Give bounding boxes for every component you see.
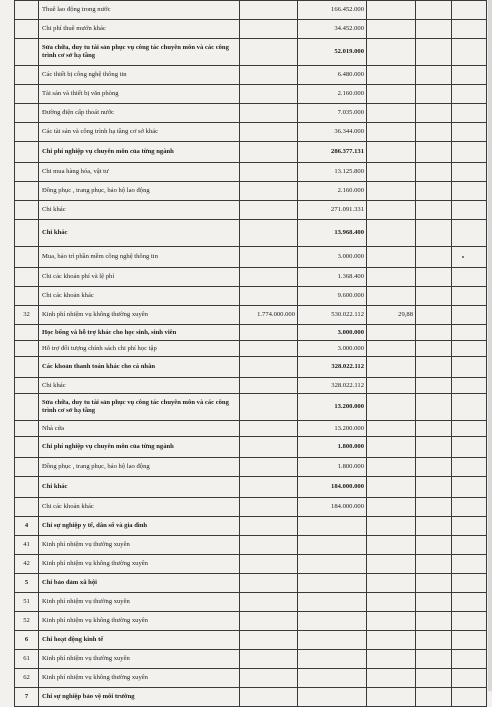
percent-rate xyxy=(367,536,416,555)
extra-col-1 xyxy=(416,574,452,593)
row-number: 6 xyxy=(15,631,39,650)
row-number xyxy=(15,123,39,142)
table-row xyxy=(15,85,487,104)
item-name: Đồng phục , trang phục, bảo hộ lao động xyxy=(39,458,240,477)
table-row xyxy=(15,123,487,142)
extra-col-1 xyxy=(416,341,452,357)
extra-col-2 xyxy=(452,458,487,477)
amount-estimate xyxy=(240,325,298,341)
budget-table xyxy=(14,0,487,707)
extra-col-2 xyxy=(452,268,487,287)
amount-actual: 1.800.000 xyxy=(298,437,367,458)
percent-rate xyxy=(367,378,416,394)
extra-col-2 xyxy=(452,574,487,593)
item-name: Chi phí nghiệp vụ chuyên môn của từng ngành xyxy=(39,142,240,163)
amount-actual: 1.800.000 xyxy=(298,458,367,477)
table-row xyxy=(15,1,487,20)
amount-estimate xyxy=(240,593,298,612)
extra-col-1 xyxy=(416,612,452,631)
table-row xyxy=(15,20,487,39)
item-name: Kinh phí nhiệm vụ không thường xuyên xyxy=(39,612,240,631)
row-number xyxy=(15,458,39,477)
amount-estimate xyxy=(240,182,298,201)
table-row xyxy=(15,325,487,341)
extra-col-2 xyxy=(452,1,487,20)
percent-rate xyxy=(367,688,416,707)
table-row xyxy=(15,66,487,85)
item-name: Chi hoạt động kinh tế xyxy=(39,631,240,650)
amount-estimate xyxy=(240,437,298,458)
amount-actual xyxy=(298,669,367,688)
row-number xyxy=(15,163,39,182)
percent-rate: 29,88 xyxy=(367,306,416,325)
row-number xyxy=(15,287,39,306)
table-row xyxy=(15,357,487,378)
percent-rate xyxy=(367,325,416,341)
table-row xyxy=(15,220,487,247)
amount-estimate xyxy=(240,477,298,498)
amount-actual: 3.000.000 xyxy=(298,247,367,268)
row-number: 32 xyxy=(15,306,39,325)
amount-estimate xyxy=(240,357,298,378)
percent-rate xyxy=(367,85,416,104)
extra-col-1 xyxy=(416,536,452,555)
extra-col-1 xyxy=(416,85,452,104)
percent-rate xyxy=(367,394,416,421)
item-name: Chi mua hàng hóa, vật tư xyxy=(39,163,240,182)
amount-estimate: 1.774.000.000 xyxy=(240,306,298,325)
row-number xyxy=(15,66,39,85)
extra-col-1 xyxy=(416,142,452,163)
extra-col-2 xyxy=(452,555,487,574)
table-row xyxy=(15,421,487,437)
amount-estimate xyxy=(240,574,298,593)
amount-actual: 286.377.131 xyxy=(298,142,367,163)
item-name: Chi khác xyxy=(39,220,240,247)
amount-actual: 6.480.000 xyxy=(298,66,367,85)
extra-col-2 xyxy=(452,517,487,536)
item-name: Chi khác xyxy=(39,378,240,394)
table-row xyxy=(15,688,487,707)
amount-actual: 13.200.000 xyxy=(298,394,367,421)
table-row xyxy=(15,142,487,163)
table-row xyxy=(15,287,487,306)
amount-estimate xyxy=(240,220,298,247)
extra-col-1 xyxy=(416,688,452,707)
amount-actual xyxy=(298,631,367,650)
percent-rate xyxy=(367,163,416,182)
extra-col-1 xyxy=(416,477,452,498)
amount-actual: 3.000.000 xyxy=(298,341,367,357)
item-name: Chi các khoản khác xyxy=(39,498,240,517)
extra-col-1 xyxy=(416,517,452,536)
percent-rate xyxy=(367,650,416,669)
row-number xyxy=(15,357,39,378)
percent-rate xyxy=(367,498,416,517)
row-number xyxy=(15,394,39,421)
extra-col-1 xyxy=(416,631,452,650)
percent-rate xyxy=(367,123,416,142)
row-number: 52 xyxy=(15,612,39,631)
percent-rate xyxy=(367,421,416,437)
row-number xyxy=(15,1,39,20)
row-number: 7 xyxy=(15,688,39,707)
percent-rate xyxy=(367,104,416,123)
amount-actual xyxy=(298,593,367,612)
extra-col-1 xyxy=(416,39,452,66)
row-number xyxy=(15,378,39,394)
amount-actual: 184.000.000 xyxy=(298,477,367,498)
percent-rate xyxy=(367,669,416,688)
percent-rate xyxy=(367,555,416,574)
row-number xyxy=(15,201,39,220)
amount-estimate xyxy=(240,201,298,220)
extra-col-1 xyxy=(416,182,452,201)
amount-actual: 34.452.000 xyxy=(298,20,367,39)
extra-col-1 xyxy=(416,555,452,574)
amount-actual: 13.968.400 xyxy=(298,220,367,247)
amount-estimate xyxy=(240,536,298,555)
amount-estimate xyxy=(240,66,298,85)
table-row xyxy=(15,669,487,688)
extra-col-1 xyxy=(416,163,452,182)
table-row xyxy=(15,306,487,325)
extra-col-2 xyxy=(452,612,487,631)
amount-actual xyxy=(298,536,367,555)
amount-actual xyxy=(298,574,367,593)
table-row xyxy=(15,631,487,650)
amount-estimate xyxy=(240,20,298,39)
extra-col-1 xyxy=(416,378,452,394)
amount-actual: 184.000.000 xyxy=(298,498,367,517)
amount-estimate xyxy=(240,247,298,268)
row-number xyxy=(15,142,39,163)
item-name: Các thiết bị công nghệ thông tin xyxy=(39,66,240,85)
amount-actual: 7.035.000 xyxy=(298,104,367,123)
extra-col-1 xyxy=(416,66,452,85)
extra-col-1 xyxy=(416,306,452,325)
extra-col-1 xyxy=(416,669,452,688)
percent-rate xyxy=(367,437,416,458)
item-name: Tài sản và thiết bị văn phòng xyxy=(39,85,240,104)
table-row xyxy=(15,341,487,357)
amount-estimate xyxy=(240,1,298,20)
extra-col-2 xyxy=(452,104,487,123)
item-name: Mua, bảo trì phần mềm công nghệ thông tin xyxy=(39,247,240,268)
percent-rate xyxy=(367,268,416,287)
amount-actual: 13.125.800 xyxy=(298,163,367,182)
extra-col-2 xyxy=(452,66,487,85)
item-name: Chi các khoản khác xyxy=(39,287,240,306)
row-number xyxy=(15,247,39,268)
amount-actual xyxy=(298,688,367,707)
item-name: Các tài sản và công trình hạ tầng cơ sở khác xyxy=(39,123,240,142)
row-number: 61 xyxy=(15,650,39,669)
item-name: Chi phí nghiệp vụ chuyên môn của từng ngành xyxy=(39,437,240,458)
percent-rate xyxy=(367,20,416,39)
extra-col-2 xyxy=(452,498,487,517)
item-name: Kinh phí nhiệm vụ thường xuyên xyxy=(39,536,240,555)
extra-col-1 xyxy=(416,394,452,421)
amount-actual: 2.160.000 xyxy=(298,85,367,104)
extra-col-1 xyxy=(416,287,452,306)
amount-estimate xyxy=(240,104,298,123)
extra-col-2 xyxy=(452,201,487,220)
extra-col-2 xyxy=(452,287,487,306)
amount-actual: 328.022.112 xyxy=(298,357,367,378)
item-name: Sửa chữa, duy tu tài sản phục vụ công tác chuyên môn và các công trình cơ sở hạ tầng xyxy=(39,39,240,66)
extra-col-2 xyxy=(452,220,487,247)
amount-estimate xyxy=(240,498,298,517)
item-name: Thuê lao động trong nước xyxy=(39,1,240,20)
extra-col-2 xyxy=(452,421,487,437)
item-name: Kinh phí nhiệm vụ không thường xuyên xyxy=(39,306,240,325)
amount-estimate xyxy=(240,517,298,536)
table-row xyxy=(15,39,487,66)
extra-col-2 xyxy=(452,631,487,650)
percent-rate xyxy=(367,220,416,247)
extra-col-2 xyxy=(452,20,487,39)
amount-estimate xyxy=(240,341,298,357)
row-number xyxy=(15,182,39,201)
extra-col-2 xyxy=(452,650,487,669)
table-row xyxy=(15,378,487,394)
table-row xyxy=(15,498,487,517)
item-name: Chi các khoản phí và lệ phí xyxy=(39,268,240,287)
item-name: Chi bảo đảm xã hội xyxy=(39,574,240,593)
row-number xyxy=(15,477,39,498)
extra-col-2 xyxy=(452,437,487,458)
extra-col-1 xyxy=(416,104,452,123)
amount-estimate xyxy=(240,378,298,394)
amount-actual: 2.160.000 xyxy=(298,182,367,201)
extra-col-1 xyxy=(416,593,452,612)
extra-col-1 xyxy=(416,201,452,220)
percent-rate xyxy=(367,517,416,536)
table-row xyxy=(15,593,487,612)
percent-rate xyxy=(367,612,416,631)
extra-col-2 xyxy=(452,536,487,555)
amount-estimate xyxy=(240,163,298,182)
amount-actual: 3.000.000 xyxy=(298,325,367,341)
item-name: Chi khác xyxy=(39,201,240,220)
percent-rate xyxy=(367,66,416,85)
table-row xyxy=(15,555,487,574)
percent-rate xyxy=(367,458,416,477)
extra-col-2 xyxy=(452,247,487,268)
amount-estimate xyxy=(240,458,298,477)
percent-rate xyxy=(367,142,416,163)
amount-actual: 166.452.000 xyxy=(298,1,367,20)
amount-estimate xyxy=(240,142,298,163)
extra-col-1 xyxy=(416,421,452,437)
percent-rate xyxy=(367,593,416,612)
extra-col-1 xyxy=(416,357,452,378)
extra-col-1 xyxy=(416,268,452,287)
percent-rate xyxy=(367,182,416,201)
extra-col-2 xyxy=(452,39,487,66)
amount-estimate xyxy=(240,394,298,421)
page-edge xyxy=(488,0,492,691)
extra-col-2 xyxy=(452,85,487,104)
row-number: 51 xyxy=(15,593,39,612)
table-row xyxy=(15,458,487,477)
extra-col-1 xyxy=(416,1,452,20)
row-number xyxy=(15,498,39,517)
amount-estimate xyxy=(240,287,298,306)
amount-actual: 1.368.400 xyxy=(298,268,367,287)
extra-col-1 xyxy=(416,220,452,247)
amount-estimate xyxy=(240,688,298,707)
row-number xyxy=(15,341,39,357)
amount-actual xyxy=(298,650,367,669)
table-row xyxy=(15,437,487,458)
amount-estimate xyxy=(240,39,298,66)
table-row xyxy=(15,268,487,287)
extra-col-1 xyxy=(416,123,452,142)
table-row xyxy=(15,574,487,593)
row-number xyxy=(15,20,39,39)
table-row xyxy=(15,517,487,536)
item-name: Đường điện cấp thoát nước xyxy=(39,104,240,123)
extra-col-1 xyxy=(416,437,452,458)
amount-estimate xyxy=(240,631,298,650)
extra-col-2 xyxy=(452,593,487,612)
table-row xyxy=(15,247,487,268)
extra-col-1 xyxy=(416,325,452,341)
table-row xyxy=(15,650,487,669)
table-row xyxy=(15,612,487,631)
percent-rate xyxy=(367,39,416,66)
item-name: Đồng phục , trang phục, bảo hộ lao động xyxy=(39,182,240,201)
amount-actual: 13.200.000 xyxy=(298,421,367,437)
row-number: 62 xyxy=(15,669,39,688)
extra-col-2 xyxy=(452,357,487,378)
extra-col-2 xyxy=(452,142,487,163)
row-number xyxy=(15,39,39,66)
extra-col-2 xyxy=(452,306,487,325)
extra-col-1 xyxy=(416,498,452,517)
amount-estimate xyxy=(240,123,298,142)
row-number: 41 xyxy=(15,536,39,555)
extra-col-2 xyxy=(452,163,487,182)
percent-rate xyxy=(367,201,416,220)
amount-estimate xyxy=(240,612,298,631)
row-number: 5 xyxy=(15,574,39,593)
item-name: Học bổng và hỗ trợ khác cho học sinh, sinh viên xyxy=(39,325,240,341)
percent-rate xyxy=(367,247,416,268)
amount-actual: 36.344.000 xyxy=(298,123,367,142)
amount-estimate xyxy=(240,421,298,437)
amount-actual: 9.600.000 xyxy=(298,287,367,306)
row-number xyxy=(15,421,39,437)
extra-col-2 xyxy=(452,182,487,201)
row-number xyxy=(15,325,39,341)
table-row xyxy=(15,182,487,201)
extra-col-1 xyxy=(416,20,452,39)
item-name: Kinh phí nhiệm vụ không thường xuyên xyxy=(39,669,240,688)
item-name: Kinh phí nhiệm vụ không thường xuyên xyxy=(39,555,240,574)
amount-actual: 328.022.112 xyxy=(298,378,367,394)
item-name: Hỗ trợ đối tượng chính sách chi phí học tập xyxy=(39,341,240,357)
extra-col-1 xyxy=(416,650,452,669)
extra-col-2 xyxy=(452,477,487,498)
amount-actual: 52.019.000 xyxy=(298,39,367,66)
item-name: Chi sự nghiệp y tế, dân số và gia đình xyxy=(39,517,240,536)
item-name: Sửa chữa, duy tu tài sản phục vụ công tác chuyên môn và các công trình cơ sở hạ tầng xyxy=(39,394,240,421)
percent-rate xyxy=(367,477,416,498)
amount-estimate xyxy=(240,268,298,287)
amount-actual xyxy=(298,517,367,536)
extra-col-2 xyxy=(452,669,487,688)
row-number xyxy=(15,268,39,287)
table-row xyxy=(15,394,487,421)
item-name: Chi phí thuê mướn khác xyxy=(39,20,240,39)
table-row xyxy=(15,163,487,182)
row-number xyxy=(15,437,39,458)
amount-actual: 271.091.331 xyxy=(298,201,367,220)
row-number xyxy=(15,220,39,247)
amount-estimate xyxy=(240,669,298,688)
row-number xyxy=(15,85,39,104)
amount-actual xyxy=(298,612,367,631)
percent-rate xyxy=(367,357,416,378)
extra-col-2 xyxy=(452,341,487,357)
percent-rate xyxy=(367,574,416,593)
percent-rate xyxy=(367,1,416,20)
extra-col-2 xyxy=(452,688,487,707)
row-number: 4 xyxy=(15,517,39,536)
extra-col-2 xyxy=(452,123,487,142)
ink-dot xyxy=(462,256,464,258)
item-name: Nhà cửa xyxy=(39,421,240,437)
amount-actual: 530.022.112 xyxy=(298,306,367,325)
item-name: Kinh phí nhiệm vụ thường xuyên xyxy=(39,593,240,612)
percent-rate xyxy=(367,631,416,650)
row-number: 42 xyxy=(15,555,39,574)
amount-estimate xyxy=(240,555,298,574)
amount-estimate xyxy=(240,85,298,104)
document-page xyxy=(14,0,486,700)
extra-col-1 xyxy=(416,458,452,477)
percent-rate xyxy=(367,341,416,357)
table-row xyxy=(15,477,487,498)
budget-table-body xyxy=(15,1,487,707)
amount-actual xyxy=(298,555,367,574)
extra-col-2 xyxy=(452,394,487,421)
item-name: Kinh phí nhiệm vụ thường xuyên xyxy=(39,650,240,669)
table-row xyxy=(15,104,487,123)
item-name: Chi khác xyxy=(39,477,240,498)
percent-rate xyxy=(367,287,416,306)
amount-estimate xyxy=(240,650,298,669)
item-name: Các khoản thanh toán khác cho cá nhân xyxy=(39,357,240,378)
table-row xyxy=(15,201,487,220)
extra-col-2 xyxy=(452,325,487,341)
extra-col-1 xyxy=(416,247,452,268)
item-name: Chi sự nghiệp bảo vệ môi trường xyxy=(39,688,240,707)
table-row xyxy=(15,536,487,555)
row-number xyxy=(15,104,39,123)
extra-col-2 xyxy=(452,378,487,394)
